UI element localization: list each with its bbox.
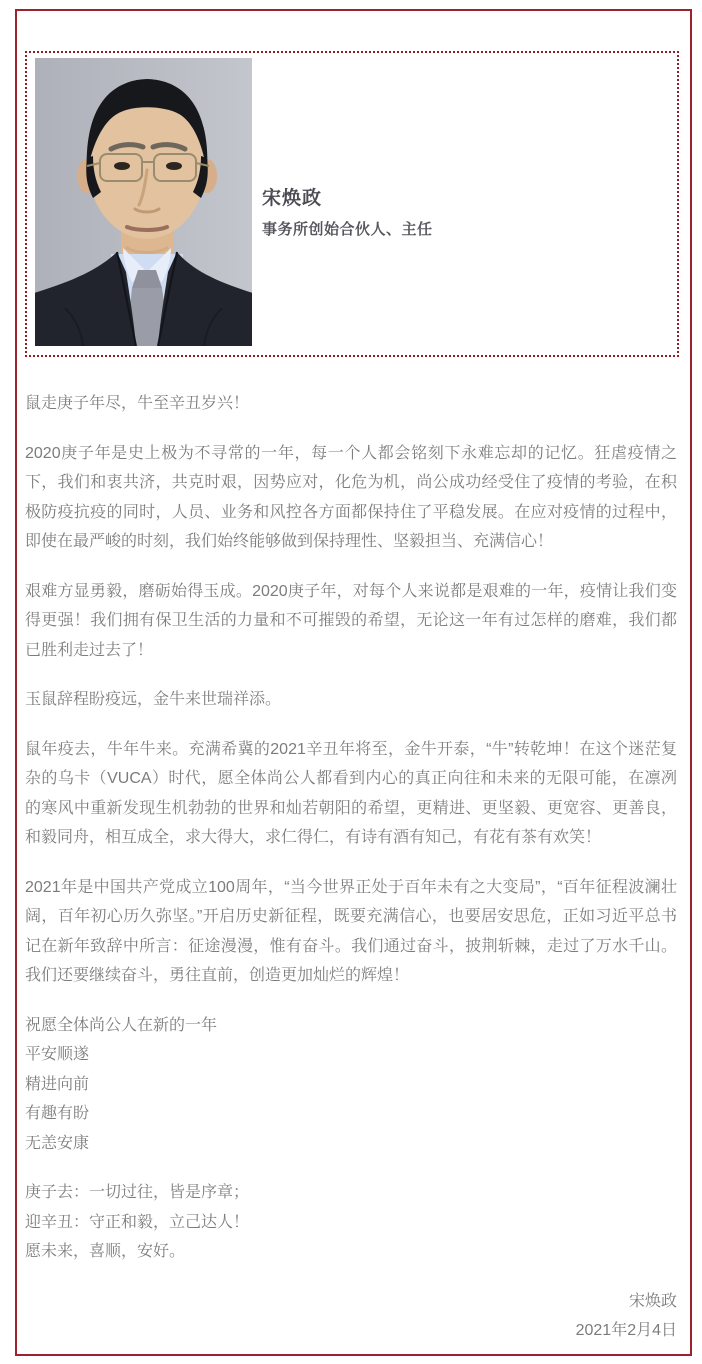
signature-date: 2021年2月4日	[575, 1322, 677, 1339]
paragraph-greeting: 鼠走庚子年尽，牛至辛丑岁兴！	[25, 395, 250, 412]
closing-line: 迎辛丑：守正和毅，立己达人！	[25, 1213, 250, 1231]
signature-name: 宋焕政	[628, 1292, 677, 1310]
paragraph-newyear-outlook: 鼠年疫去，牛年牛来。充满希冀的2021辛丑年将至，金牛开泰，“牛”转乾坤！在这个迷茫复杂的乌卡（VUCA）时代，愿全体尚公人都看到内心的真正向往和未来的无限可能，在凛冽的寒风中重新发现生机勃勃的世界和灿若朝阳的希望，更精进、更坚毅、更宽容、更善良，和毅同舟，相互成全，求大得大，求仁得仁，有诗有酒有知己，有花有茶有欢笑！	[25, 740, 677, 846]
closing-line: 愿未来，喜顺，安好。	[25, 1243, 186, 1260]
portrait-photo	[35, 58, 252, 346]
wish-line: 精进向前	[25, 1075, 90, 1093]
wish-line: 有趣有盼	[25, 1105, 90, 1122]
wish-line: 祝愿全体尚公人在新的一年	[25, 1016, 218, 1034]
profile-name: 宋焕政	[262, 188, 323, 209]
profile-info	[262, 188, 433, 240]
signature-block	[25, 1287, 677, 1346]
article-body	[25, 389, 677, 1346]
closing-line: 庚子去：一切过往，皆是序章；	[25, 1184, 250, 1201]
paragraph-hardship: 艰难方显勇毅，磨砺始得玉成。2020庚子年，对每个人来说都是艰难的一年，疫情让我们变得更强！我们拥有保卫生活的力量和不可摧毁的希望，无论这一年有过怎样的磨难，我们都已胜利走过去了！	[25, 582, 677, 659]
profile-title: 事务所创始合伙人、主任	[262, 221, 433, 238]
paragraph-couplet: 玉鼠辞程盼疫远，金牛来世瑞祥添。	[25, 691, 282, 708]
paragraph-party-centenary: 2021年是中国共产党成立100周年，“当今世界正处于百年未有之大变局”，“百年征程波澜壮阔，百年初心历久弥坚。”开启历史新征程，既要充满信心，也要居安思危，正如习近平总书记在新年致辞中所言：征途漫漫，惟有奋斗。我们通过奋斗，披荆斩棘，走过了万水千山。我们还要继续奋斗，勇往直前，创造更加灿烂的辉煌！	[25, 878, 677, 984]
wish-line: 无恙安康	[25, 1134, 90, 1152]
paragraph-review-2020: 2020庚子年是史上极为不寻常的一年，每一个人都会铭刻下永难忘却的记忆。狂虐疫情之下，我们和衷共济，共克时艰，因势应对，化危为机，尚公成功经受住了疫情的考验，在积极防疫抗疫的同时，人员、业务和风控各方面都保持住了平稳发展。在应对疫情的过程中，即使在最严峻的时刻，我们始终能够做到保持理性、坚毅担当、充满信心！	[25, 444, 677, 550]
wish-line: 平安顺遂	[25, 1046, 90, 1063]
wishes-block	[25, 1011, 677, 1159]
portrait-photo-illustration	[35, 58, 252, 346]
closing-block	[25, 1178, 677, 1267]
